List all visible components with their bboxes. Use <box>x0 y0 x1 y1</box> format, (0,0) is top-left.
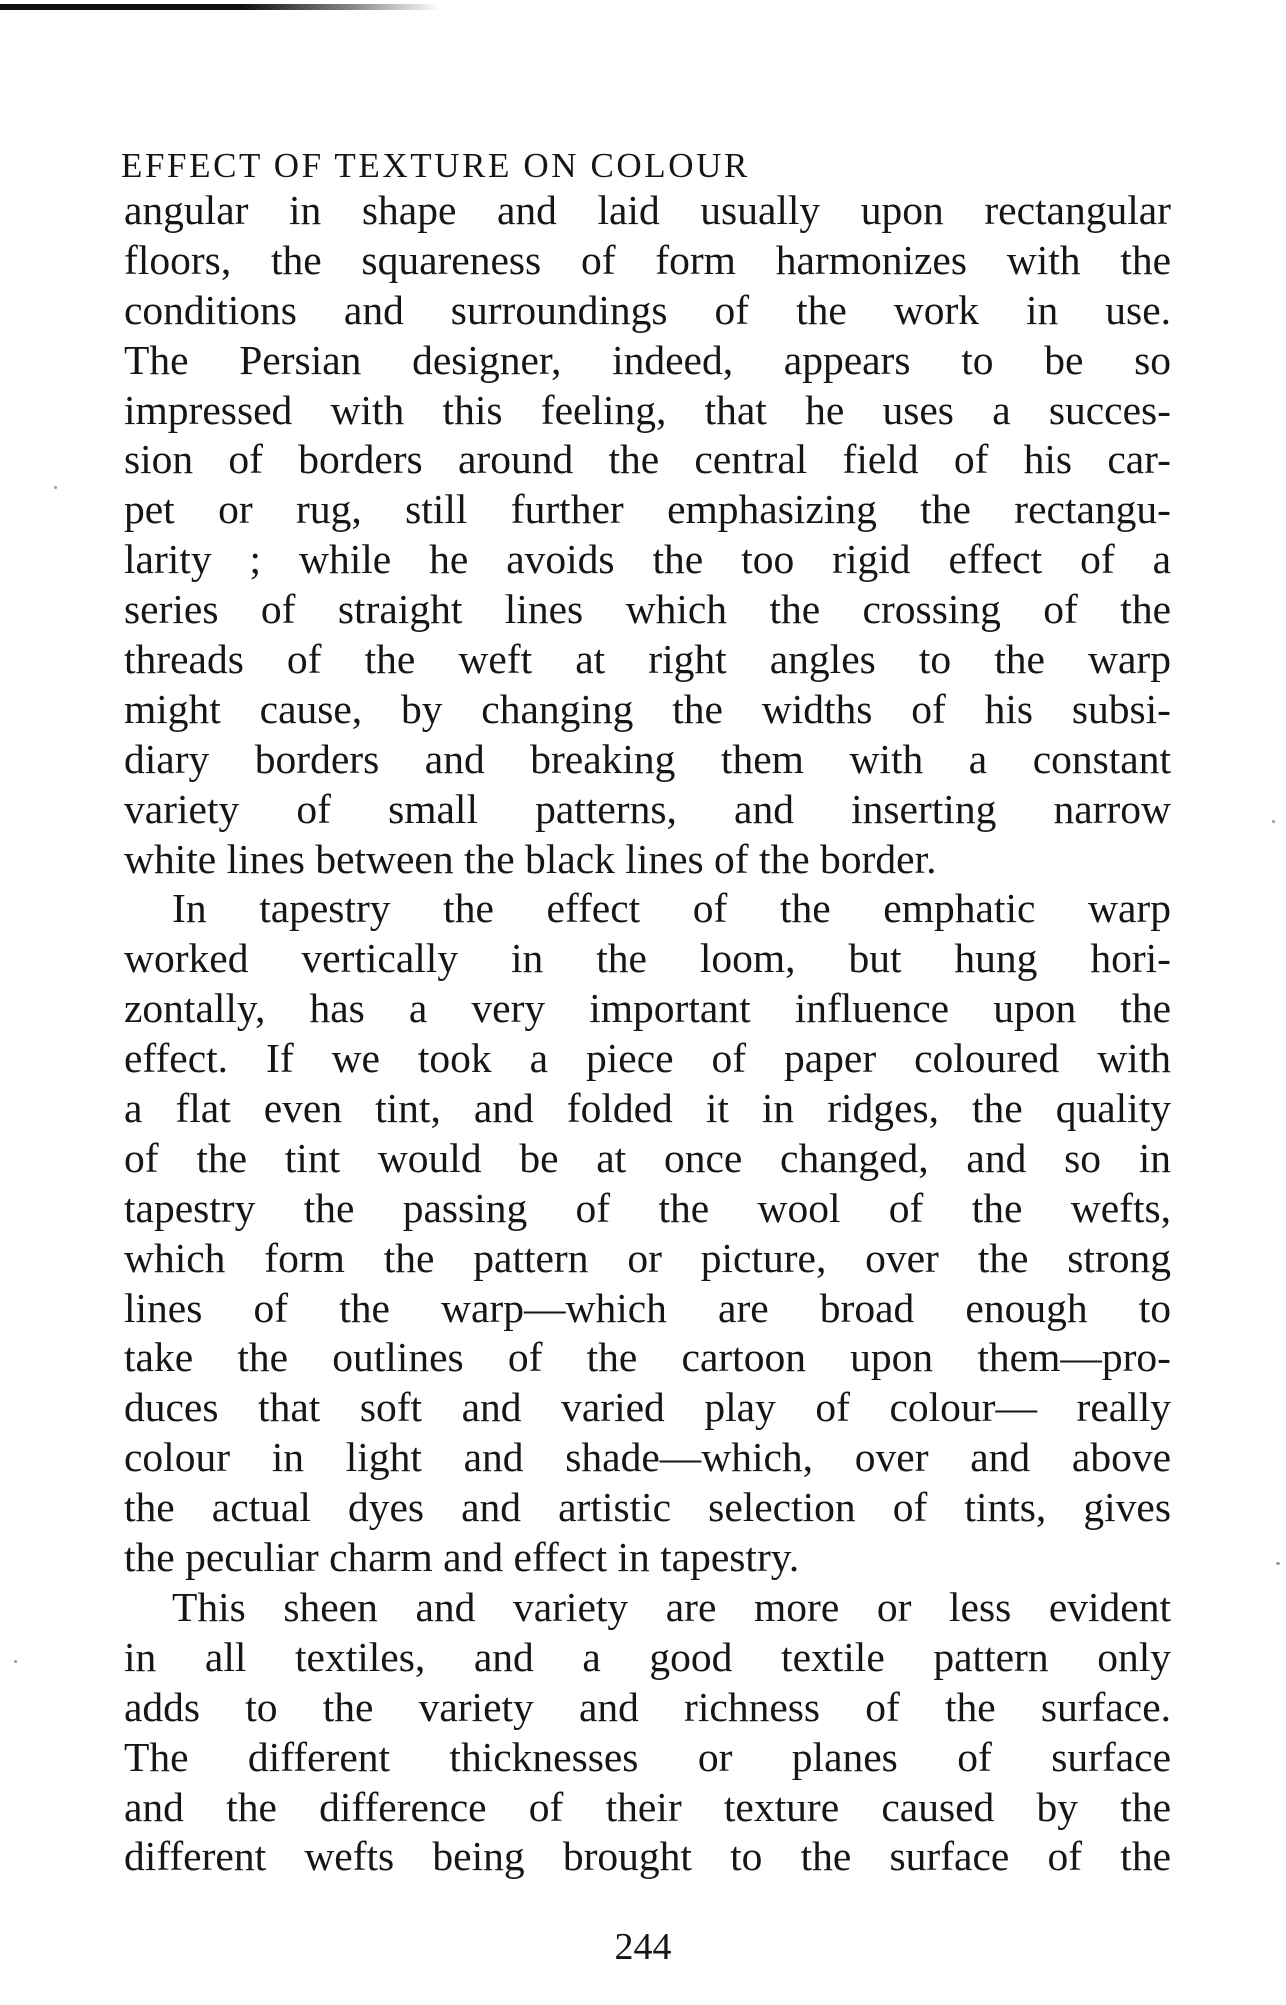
scan-speck <box>14 1660 17 1663</box>
text-line: larity ; while he avoids the too rigid effect of a <box>124 536 1171 583</box>
text-line: impressed with this feeling, that he uses a succes- <box>124 386 1171 433</box>
text-line: duces that soft and varied play of colour— really <box>124 1384 1171 1431</box>
text-line: and the difference of their texture caused by the <box>124 1783 1171 1830</box>
text-line: a flat even tint, and folded it in ridges, the quality <box>124 1085 1171 1132</box>
scan-edge-mark <box>0 4 440 10</box>
text-line: variety of small patterns, and inserting narrow <box>124 785 1171 832</box>
text-line: lines of the warp—which are broad enough to <box>124 1284 1171 1331</box>
scan-speck <box>1272 820 1275 823</box>
text-line: This sheen and variety are more or less evident <box>172 1583 1171 1630</box>
page-number: 244 <box>614 1926 672 1968</box>
scan-speck <box>54 486 57 489</box>
text-line: different wefts being brought to the surface of the <box>124 1833 1171 1880</box>
text-line: worked vertically in the loom, but hung hori- <box>124 935 1171 982</box>
running-head: EFFECT OF TEXTURE ON COLOUR <box>121 146 750 185</box>
text-line: the peculiar charm and effect in tapestry. <box>124 1534 800 1581</box>
text-line: The different thicknesses or planes of surface <box>124 1733 1171 1780</box>
text-line: which form the pattern or picture, over the strong <box>124 1234 1171 1281</box>
text-line: pet or rug, still further emphasizing the rectangu- <box>124 486 1171 533</box>
text-line: In tapestry the effect of the emphatic warp <box>172 885 1171 932</box>
text-line: threads of the weft at right angles to the warp <box>124 636 1171 683</box>
text-line: The Persian designer, indeed, appears to be so <box>124 336 1171 383</box>
text-line: white lines between the black lines of the border. <box>124 835 937 882</box>
text-line: the actual dyes and artistic selection of tints, gives <box>124 1484 1171 1531</box>
text-line: series of straight lines which the crossing of the <box>124 586 1171 633</box>
text-line: colour in light and shade—which, over and above <box>124 1434 1171 1481</box>
text-line: in all textiles, and a good textile pattern only <box>124 1633 1171 1680</box>
text-line: might cause, by changing the widths of his subsi- <box>124 685 1171 732</box>
text-line: adds to the variety and richness of the surface. <box>124 1683 1171 1730</box>
text-line: sion of borders around the central field of his car- <box>124 436 1171 483</box>
text-line: of the tint would be at once changed, and so in <box>124 1134 1171 1181</box>
text-line: floors, the squareness of form harmonizes with the <box>124 236 1171 283</box>
scan-speck <box>1276 1562 1280 1565</box>
text-line: zontally, has a very important influence upon the <box>124 985 1171 1032</box>
text-line: diary borders and breaking them with a constant <box>124 735 1171 782</box>
text-line: effect. If we took a piece of paper coloured with <box>124 1035 1171 1082</box>
text-line: tapestry the passing of the wool of the wefts, <box>124 1184 1171 1231</box>
body-text <box>124 186 1171 1882</box>
text-line: take the outlines of the cartoon upon them—pro- <box>124 1334 1171 1381</box>
text-line: angular in shape and laid usually upon rectangular <box>124 187 1171 233</box>
text-line: conditions and surroundings of the work in use. <box>124 286 1171 333</box>
